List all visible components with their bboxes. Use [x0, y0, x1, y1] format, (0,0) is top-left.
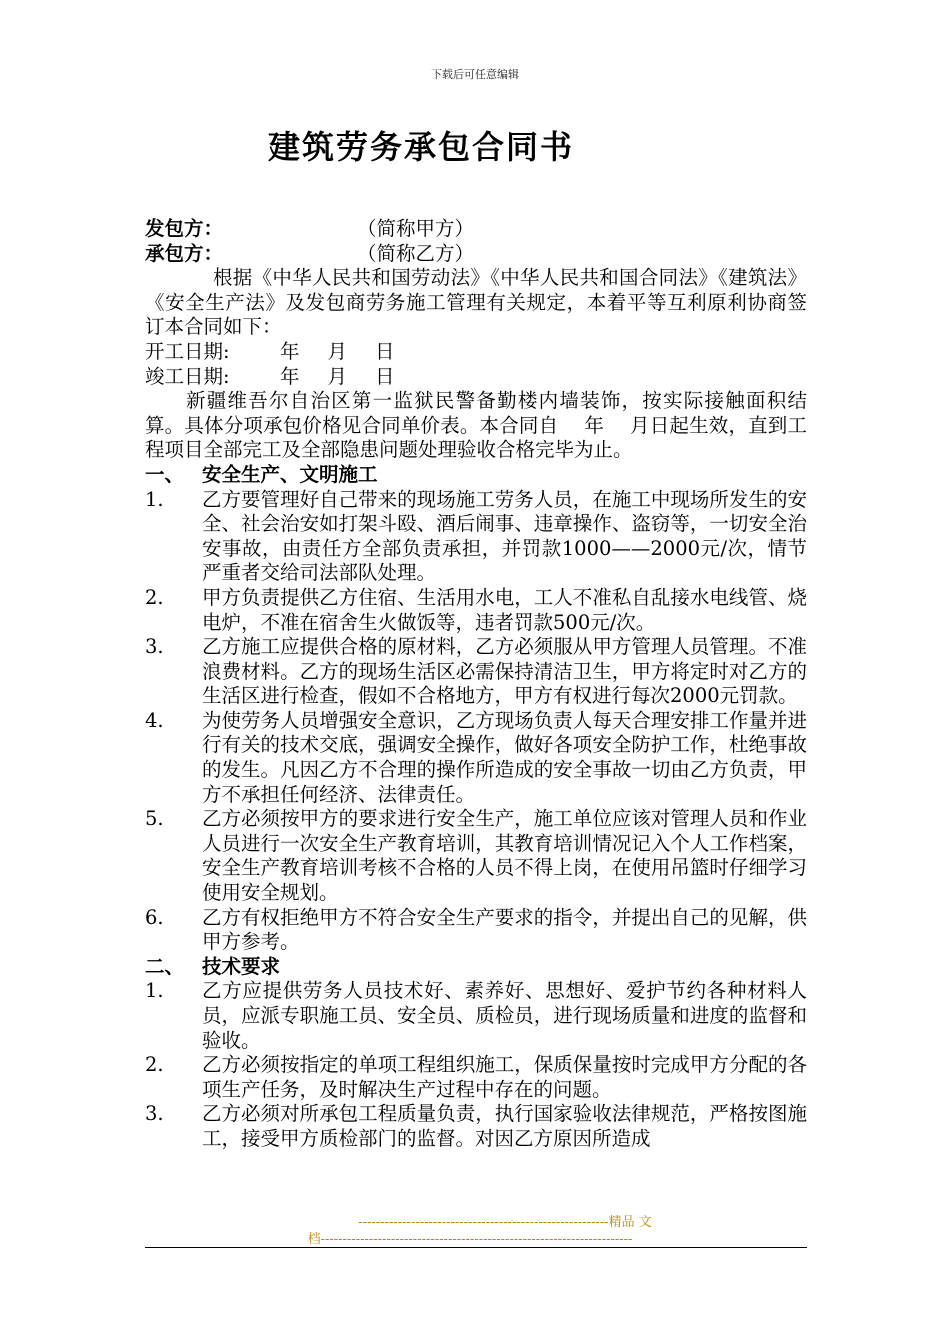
section-title: 技术要求 — [202, 954, 281, 978]
list-item — [145, 709, 807, 807]
party-note: （简称甲方） — [357, 217, 475, 240]
party-line — [145, 242, 807, 267]
item-number: 3. — [145, 1102, 164, 1126]
item-number: 2. — [145, 1053, 164, 1077]
section-title: 安全生产、文明施工 — [202, 462, 378, 486]
item-text: 乙方必须按指定的单项工程组织施工，保质保量按时完成甲方分配的各项生产任务，及时解决生产过程中存在的问题。 — [202, 1053, 807, 1101]
date-month: 月 — [327, 339, 348, 363]
date-label: 竣工日期: — [145, 364, 230, 388]
party-line — [145, 217, 807, 242]
list-item — [145, 807, 807, 905]
footer-line: 档----------------------------------------------------------------------- — [307, 1232, 633, 1247]
item-text: 乙方必须对所承包工程质量负责，执行国家验收法律规范，严格按图施工，接受甲方质检部门的监督。对因乙方原因所造成 — [202, 1102, 807, 1150]
document-body — [145, 217, 807, 1152]
item-text: 乙方要管理好自己带来的现场施工劳务人员，在施工中现场所发生的安全、社会治安如打架斗殴、酒后闹事、违章操作、盗窃等，一切安全治安事故，由责任方全部负责承担，并罚款1000——2000元/次，情节严重者交给司法部队处理。 — [202, 487, 807, 585]
item-number: 1. — [145, 979, 164, 1003]
item-number: 5. — [145, 807, 164, 831]
date-line — [145, 365, 807, 390]
list-item — [145, 906, 807, 955]
page-header: 下载后可任意编辑 — [431, 68, 519, 81]
section-number: 一、 — [145, 462, 185, 486]
date-day: 日 — [375, 339, 395, 363]
list-item — [145, 635, 807, 709]
date-label: 开工日期: — [145, 339, 230, 363]
scope-paragraph: 新疆维吾尔自治区第一监狱民警备勤楼内墙装饰，按实际接触面积结算。具体分项承包价格见合同单价表。本合同自 年 月日起生效，直到工程项目全部完工及全部隐患问题处理验收合格完毕为止。 — [145, 389, 807, 462]
date-line — [145, 340, 807, 365]
date-year: 年 — [280, 364, 300, 388]
item-number: 3. — [145, 635, 164, 659]
item-text: 乙方有权拒绝甲方不符合安全生产要求的指令，并提出自己的见解，供甲方参考。 — [202, 905, 807, 954]
footer-divider — [145, 1247, 807, 1248]
list-item — [145, 488, 807, 586]
list-item — [145, 1053, 807, 1102]
item-text: 乙方施工应提供合格的原材料，乙方必须服从甲方管理人员管理。不准浪费材料。乙方的现场生活区必需保持清洁卫生，甲方将定时对乙方的生活区进行检查，假如不合格地方，甲方有权进行每次2000元罚款。 — [202, 635, 807, 708]
item-number: 6. — [145, 905, 164, 929]
party-label: 发包方： — [145, 217, 224, 240]
section-number: 二、 — [145, 954, 185, 978]
document-title: 建筑劳务承包合同书 — [268, 128, 575, 166]
date-year: 年 — [280, 339, 300, 363]
footer-line: ---------------------------------------------------------精品 文 — [358, 1215, 652, 1230]
party-note: （简称乙方） — [357, 241, 475, 265]
item-number: 1. — [145, 487, 164, 511]
list-item — [145, 979, 807, 1053]
item-number: 4. — [145, 708, 164, 732]
item-text: 甲方负责提供乙方住宿、生活用水电，工人不准私自乱接水电线管、烧电炉，不准在宿舍生火做饭等，违者罚款500元/次。 — [202, 585, 807, 634]
item-text: 乙方应提供劳务人员技术好、素养好、思想好、爱护节约各种材料人员，应派专职施工员、安全员、质检员，进行现场质量和进度的监督和验收。 — [202, 979, 807, 1052]
intro-paragraph: 根据《中华人民共和国劳动法》《中华人民共和国合同法》《建筑法》《安全生产法》及发包商劳务施工管理有关规定，本着平等互利原利协商签订本合同如下： — [145, 266, 807, 339]
date-day: 日 — [375, 364, 395, 388]
footer-watermark — [0, 1214, 950, 1248]
party-label: 承包方： — [145, 241, 224, 265]
section-heading — [145, 955, 807, 980]
item-text: 乙方必须按甲方的要求进行安全生产，施工单位应该对管理人员和作业人员进行一次安全生产教育培训，其教育培训情况记入个人工作档案，安全生产教育培训考核不合格的人员不得上岗，在使用吊篮时仔细学习使用安全规划。 — [202, 807, 807, 905]
date-month: 月 — [327, 364, 348, 388]
item-number: 2. — [145, 585, 164, 609]
section-heading — [145, 463, 807, 488]
list-item — [145, 586, 807, 635]
list-item — [145, 1102, 807, 1151]
item-text: 为使劳务人员增强安全意识，乙方现场负责人每天合理安排工作量并进行有关的技术交底，强调安全操作，做好各项安全防护工作，杜绝事故的发生。凡因乙方不合理的操作所造成的安全事故一切由乙方负责，甲方不承担任何经济、法律责任。 — [202, 708, 807, 806]
